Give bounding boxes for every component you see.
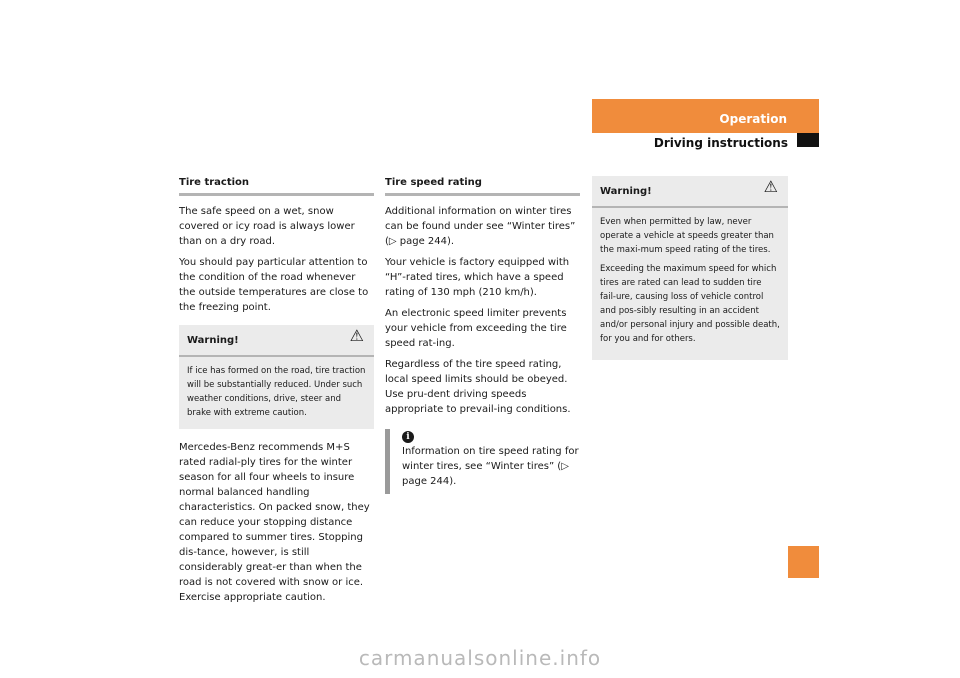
section-title: Operation bbox=[719, 112, 787, 126]
paragraph: You should pay particular attention to the condition of the road whenever the outside temperatures are close to the freezing point. bbox=[179, 257, 369, 313]
warning-text bbox=[592, 208, 788, 360]
page-number: 227 bbox=[759, 549, 785, 563]
tire-speed-rating-heading: Tire speed rating bbox=[385, 175, 580, 196]
paragraph: Additional information on winter tires can be found under see “Winter tires” (▷ page 244). bbox=[385, 206, 576, 247]
info-box bbox=[385, 429, 580, 494]
section-header-bar bbox=[592, 99, 819, 133]
warning-paragraph: Even when permitted by law, never operate a vehicle at speeds greater than the maxi-mum speed rating of the tires. bbox=[600, 217, 774, 255]
warning-label: Warning! bbox=[600, 186, 652, 197]
column-tire-traction bbox=[179, 175, 374, 611]
info-text: Information on tire speed rating for winter tires, see “Winter tires” (▷ page 244). bbox=[402, 446, 579, 487]
warning-paragraph: Exceeding the maximum speed for which tires are rated can lead to sudden tire fail-ure, causing loss of vehicle control and pos-sibly resulting in an accident and/or personal injury and possible death, for you and for others. bbox=[600, 264, 780, 344]
paragraph: Regardless of the tire speed rating, local speed limits should be obeyed. Use pru-dent driving speeds appropriate to prevail-ing conditions. bbox=[385, 359, 571, 415]
paragraph: An electronic speed limiter prevents your vehicle from exceeding the tire speed rat-ing. bbox=[385, 308, 567, 349]
warning-triangle-icon: ⚠ bbox=[763, 177, 778, 196]
warning-text: If ice has formed on the road, tire traction will be substantially reduced. Under such weather conditions, drive, steer and brake with extreme caution. bbox=[187, 366, 366, 418]
page-number-box bbox=[788, 546, 819, 578]
paragraph: Mercedes-Benz recommends M+S rated radial-ply tires for the winter season for all four wheels to insure normal balanced handling characteristics. On packed snow, they can reduce your stopping distance compared to summer tires. Stopping dis-tance, however, is still considerably great-er than when the road is not covered with snow or ice. Exercise appropriate caution. bbox=[179, 442, 370, 603]
header-marker bbox=[797, 133, 819, 147]
paragraph: Your vehicle is factory equipped with “H”-rated tires, which have a speed rating of 130 mph (210 km/h). bbox=[385, 257, 570, 298]
warning-label: Warning! bbox=[187, 335, 239, 346]
column-warning bbox=[592, 176, 788, 371]
warning-title bbox=[179, 325, 374, 357]
column-tire-speed-rating bbox=[385, 175, 580, 494]
warning-box bbox=[179, 325, 374, 429]
warning-title bbox=[592, 176, 788, 208]
tire-traction-heading: Tire traction bbox=[179, 175, 374, 196]
watermark: carmanualsonline.info bbox=[358, 646, 602, 670]
subsection-title: Driving instructions bbox=[653, 136, 788, 150]
warning-box bbox=[592, 176, 788, 360]
paragraph: The safe speed on a wet, snow covered or icy road is always lower than on a dry road. bbox=[179, 206, 355, 247]
info-icon: i bbox=[402, 431, 414, 443]
warning-triangle-icon: ⚠ bbox=[349, 326, 364, 345]
